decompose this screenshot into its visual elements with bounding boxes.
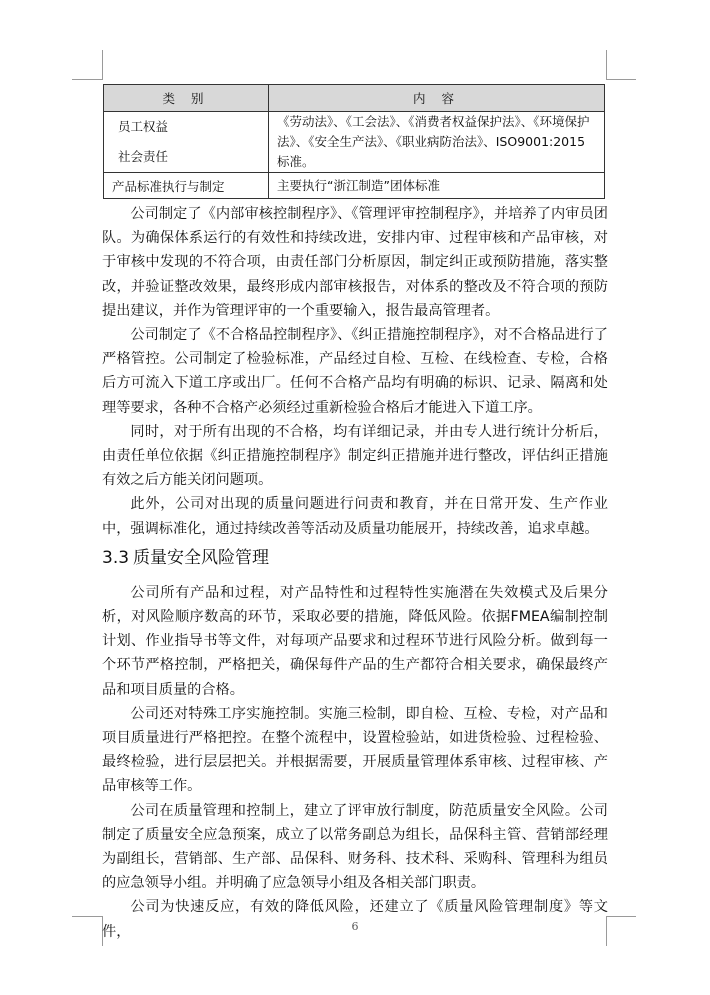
- paragraph: 公司为快速反应，有效的降低风险，还建立了《质量风险管理制度》等文件，: [102, 899, 608, 940]
- crop-mark-top-right-h: [606, 79, 636, 80]
- section-heading: [102, 545, 608, 571]
- table-row: [104, 112, 605, 173]
- page-number: 6: [351, 920, 359, 933]
- crop-mark-top-left-h: [72, 79, 102, 80]
- crop-mark-bottom-left-h: [72, 916, 102, 917]
- row-label-cell: [104, 112, 269, 173]
- table-row: [104, 173, 605, 199]
- paragraph: 同时，对于所有出现的不合格，均有详细记录，并由专人进行统计分析后，由责任单位依据《纠正措施控制程序》制定纠正措施并进行整改，评估纠正措施有效之后方能关闭问题项。: [102, 423, 608, 489]
- crop-mark-top-left-v: [102, 50, 103, 80]
- row-content-standard: 主要执行“浙江制造”团体标准: [269, 173, 605, 199]
- section-title: 质量安全风险管理: [133, 547, 270, 568]
- row-label-social-responsibility: 社会责任: [118, 149, 169, 164]
- paragraph: 公司制定了《不合格品控制程序》、《纠正措施控制程序》，对不合格品进行了严格管控。公司制定了检验标准，产品经过自检、互检、在线检查、专检，合格后方可流入下道工序或出厂。任何不合格产品均有明确的标识、记录、隔离和处理等要求，各种不合格产必须经过重新检验合格后才能进入下道工序。: [102, 327, 608, 416]
- paragraph: 公司在质量管理和控制上，建立了评审放行制度，防范质量安全风险。公司制定了质量安全应急预案，成立了以常务副总为组长，品保科主管、营销部经理为副组长，营销部、生产部、品保科、财务科、技术科、采购科、管理科为组员的应急领导小组。并明确了应急领导小组及各相关部门职责。: [102, 802, 608, 892]
- column-header-category: 类 别: [104, 85, 269, 112]
- section-number: 3.3: [102, 547, 130, 568]
- row-label-employee-rights: 员工权益: [118, 119, 169, 134]
- table-header-row: [104, 85, 605, 112]
- document-body: [102, 202, 608, 944]
- row-label-product-standard: 产品标准执行与制定: [104, 173, 269, 199]
- paragraph: 公司还对特殊工序实施控制。实施三检制，即自检、互检、专检，对产品和项目质量进行严格把控。在整个流程中，设置检验站，如进货检验、过程检验、最终检验，进行层层把关。并根据需要，开展质量管理体系审核、过程审核、产品审核等工作。: [102, 705, 608, 795]
- crop-mark-bottom-right-h: [606, 916, 636, 917]
- row-content-laws: 《劳动法》、《工会法》、《消费者权益保护法》、《环境保护法》、《安全生产法》、《职业病防治法》、ISO9001:2015标准。: [269, 112, 605, 173]
- crop-mark-top-right-v: [606, 50, 607, 80]
- paragraph: 公司制定了《内部审核控制程序》、《管理评审控制程序》，并培养了内审员团队。为确保体系运行的有效性和持续改进，安排内审、过程审核和产品审核，对于审核中发现的不符合项，由责任部门分析原因，制定纠正或预防措施，落实整改，并验证整改效果，最终形成内部审核报告，对体系的整改及不符合项的预防提出建议，并作为管理评审的一个重要输入，报告最高管理者。: [102, 206, 608, 319]
- paragraph: 公司所有产品和过程，对产品特性和过程特性实施潜在失效模式及后果分析，对风险顺序数高的环节，采取必要的措施，降低风险。依据FMEA编制控制计划、作业指导书等文件，对每项产品要求和过程环节进行风险分析。做到每一个环节严格控制，严格把关，确保每件产品的生产都符合相关要求，确保最终产品和项目质量的合格。: [102, 584, 608, 698]
- regulation-table: [103, 84, 605, 199]
- column-header-content: 内 容: [269, 85, 605, 112]
- paragraph: 此外，公司对出现的质量问题进行问责和教育，并在日常开发、生产作业中，强调标准化，通过持续改善等活动及质量功能展开，持续改善，追求卓越。: [102, 496, 608, 537]
